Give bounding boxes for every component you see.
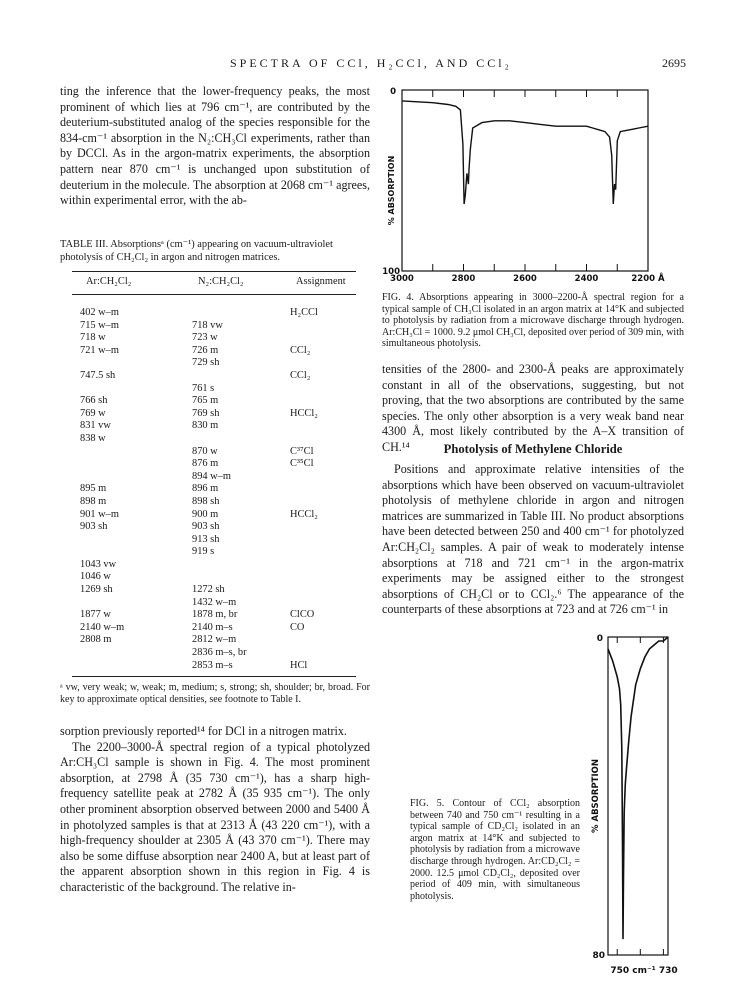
absorption-table — [72, 307, 356, 672]
cell-ar-matrix: 2808 m — [80, 634, 112, 646]
table-caption: TABLE III. Absorptionsᵃ (cm⁻¹) appearing on vacuum-ultraviolet photolysis of CH₂Cl₂ in argon and nitrogen matrices. — [60, 239, 333, 263]
cell-assignment: C³⁷Cl — [290, 445, 314, 457]
cell-ar-matrix — [72, 660, 192, 673]
cell-n2-matrix: 2836 m–s, br — [192, 647, 247, 659]
cell-ar-matrix — [72, 357, 192, 370]
cell-ar-matrix: 715 w–m — [80, 319, 119, 331]
cell-assignment — [290, 634, 356, 647]
cell-assignment — [290, 395, 356, 408]
table-row — [72, 483, 356, 496]
y-axis-label: % ABSORPTION — [591, 759, 601, 833]
cell-ar-matrix — [72, 534, 192, 547]
cell-n2-matrix: 726 m — [192, 344, 219, 356]
cell-assignment: HCCl₂ — [290, 407, 318, 419]
cell-ar-matrix — [72, 471, 192, 484]
cell-ar-matrix: 831 vw — [80, 420, 111, 432]
table-row — [72, 534, 356, 547]
cell-assignment — [290, 647, 356, 660]
paragraph-text: tensities of the 2800- and 2300-Å peaks are approximately constant in all of the observations, suggesting, but not proving, that the two absorptions are contributed by the same species. The only other absorption is a very weak band near 4300 Å, most likely contributed by the A–X transition of CH.¹⁴ — [382, 362, 684, 454]
table-row — [72, 383, 356, 396]
plot-frame — [402, 90, 648, 271]
cell-n2-matrix: 723 w — [192, 332, 218, 344]
y-axis-label: % ABSORPTION — [387, 155, 396, 226]
table-row — [72, 660, 356, 673]
cell-assignment — [290, 597, 356, 610]
x-tick-label: 2400 — [574, 274, 599, 284]
cell-ar-matrix: 895 m — [80, 483, 107, 495]
cell-ar-matrix: 903 sh — [80, 521, 108, 533]
table-row — [72, 345, 356, 358]
cell-assignment — [290, 471, 356, 484]
cell-assignment — [290, 534, 356, 547]
body-paragraph-top — [60, 84, 370, 209]
table-row — [72, 433, 356, 446]
cell-n2-matrix: 718 vw — [192, 319, 223, 331]
cell-ar-matrix — [72, 546, 192, 559]
table-row — [72, 395, 356, 408]
table-row — [72, 370, 356, 383]
cell-n2-matrix: 765 m — [192, 395, 219, 407]
body-paragraph-bottom — [60, 724, 370, 896]
spectrum-line — [402, 101, 648, 204]
table-row — [72, 320, 356, 333]
figure-4-caption: FIG. 4. Absorptions appearing in 3000–2200-Å spectral region for a typical sample of CH₃Cl isolated in an argon matrix at 14°K and subjected to photolysis by radiation from a microwave discharge through hydrogen. Ar:CH₃Cl = 1000. 9.2 μmol CH₃Cl, deposited over period of 309 min, with simultaneous photolysis. — [382, 292, 684, 350]
cell-ar-matrix: 1269 sh — [80, 584, 113, 596]
cell-assignment: HCCl₂ — [290, 508, 318, 520]
y-tick-label: 0 — [390, 87, 396, 97]
table-header-row — [72, 276, 356, 289]
cell-n2-matrix: 870 w — [192, 445, 218, 457]
table-row — [72, 496, 356, 509]
table-row — [72, 509, 356, 522]
table-row — [72, 571, 356, 584]
body-paragraph-right-2 — [382, 462, 684, 618]
cell-assignment — [290, 496, 356, 509]
cell-assignment — [290, 420, 356, 433]
figure-5-caption: FIG. 5. Contour of CCl₂ absorption between 740 and 750 cm⁻¹ resulting in a typical sample of CD₂Cl₂ isolated in an argon matrix at 14°K and subjected to photolysis by radiation from a microwave discharge through hydrogen. Ar:CD₂Cl₂ = 2000. 12.5 μmol CD₂Cl₂, deposited over period of 409 min, with simultaneous photolysis. — [410, 798, 580, 902]
figure-4-chart — [382, 80, 672, 290]
cell-n2-matrix: 830 m — [192, 420, 219, 432]
page-header — [0, 56, 748, 76]
cell-ar-matrix: 898 m — [80, 495, 107, 507]
cell-n2-matrix: 894 w–m — [192, 470, 231, 482]
table-row — [72, 471, 356, 484]
cell-ar-matrix: 1877 w — [80, 609, 111, 621]
paragraph-text: sorption previously reported¹⁴ for DCl in a nitrogen matrix. — [60, 724, 347, 738]
cell-assignment — [290, 433, 356, 446]
table-bottom-rule — [72, 676, 356, 677]
x-tick-label: 2200 Å — [631, 274, 665, 284]
paragraph-text: ting the inference that the lower-frequency peaks, the most prominent of which lies at 796 cm⁻¹, are contributed by the deuterium-substituted analog of the species responsible for the 834-cm⁻¹ absorption in the N₂:CH₃Cl experiments, rather than by DCCl. As in the argon-matrix experiments, the absorption pattern near 870 cm⁻¹ is unchanged upon substitution of deuterium in the molecule. The absorption at 2068 cm⁻¹ agrees, within experimental error, with the ab- — [60, 84, 370, 208]
table-row — [72, 307, 356, 320]
cell-n2-matrix: 729 sh — [192, 357, 220, 369]
cell-ar-matrix: 747.5 sh — [80, 369, 116, 381]
table-top-rule — [72, 271, 356, 272]
cell-n2-matrix: 2853 m–s — [192, 659, 233, 671]
cell-n2-matrix: 913 sh — [192, 533, 220, 545]
section-heading: Photolysis of Methylene Chloride — [443, 442, 623, 456]
figure-5-chart — [586, 625, 696, 980]
cell-ar-matrix: 2140 w–m — [80, 621, 125, 633]
paragraph-text: Positions and approximate relative intensities of the absorptions which have been observed on vacuum-ultraviolet photolysis of methylene chloride in argon and nitrogen matrices are summarized in Table III. No product absorptions have been detected between 250 and 400 cm⁻¹ for photolyzed Ar:CH₂Cl₂ samples. A pair of weak to moderately intense absorptions at 718 and 721 cm⁻¹ in the argon-matrix experiments may be assigned either to the strongest absorptions of CH₂Cl or to CCl₂.⁶ The appearance of the counterparts of these absorptions at 723 and at 726 cm⁻¹ in — [382, 462, 684, 617]
cell-n2-matrix — [192, 433, 290, 446]
table-row — [72, 446, 356, 459]
table-row — [72, 584, 356, 597]
column-header-assignment: Assignment — [296, 276, 346, 287]
table-row — [72, 609, 356, 622]
running-title: SPECTRA OF CCl, H₂CCl, AND CCl₂ — [230, 56, 512, 70]
cell-n2-matrix: 2812 w–m — [192, 634, 237, 646]
cell-assignment: ClCO — [290, 609, 315, 621]
x-tick-label: 2600 — [513, 274, 537, 284]
cell-n2-matrix: 1272 sh — [192, 584, 225, 596]
cell-assignment: C³⁵Cl — [290, 458, 314, 470]
cell-ar-matrix: 1043 vw — [80, 558, 117, 570]
y-tick-label: 80 — [592, 951, 605, 961]
page-number: 2695 — [662, 56, 686, 70]
table-footnote: ᵃ vw, very weak; w, weak; m, medium; s, strong; sh, shoulder; br, broad. For key to approximate optical densities, see footnote to Table I. — [60, 682, 370, 705]
cell-assignment: CCl₂ — [290, 369, 311, 381]
cell-n2-matrix — [192, 559, 290, 572]
cell-n2-matrix — [192, 370, 290, 383]
cell-assignment — [290, 521, 356, 534]
cell-n2-matrix: 761 s — [192, 382, 215, 394]
cell-n2-matrix — [192, 571, 290, 584]
column-header-ar: Ar:CH₂Cl₂ — [86, 276, 132, 287]
cell-ar-matrix: 901 w–m — [80, 508, 119, 520]
table-row — [72, 408, 356, 421]
x-axis-label: 750 cm⁻¹ 730 — [610, 966, 678, 976]
cell-assignment: CCl₂ — [290, 344, 311, 356]
table-row — [72, 521, 356, 534]
cell-assignment: H₂CCl — [290, 307, 318, 318]
cell-ar-matrix — [72, 597, 192, 610]
table-row — [72, 357, 356, 370]
cell-assignment: HCl — [290, 659, 308, 671]
paragraph-text: The 2200–3000-Å spectral region of a typical photolyzed Ar:CH₃Cl sample is shown in Fig. 4. The most prominent absorption, at 2798 Å (35 730 cm⁻¹), has a sharp high-frequency satellite peak at 2782 Å (35 935 cm⁻¹). The only other prominent absorption observed between 2000 and 5400 Å in photolyzed samples is that at 2313 Å (43 220 cm⁻¹), with a high-frequency shoulder at 2305 Å (43 370 cm⁻¹). There may also be some diffuse absorption near 2400 A, but at least part of the apparent absorption shown in this region in Fig. 4 is characteristic of the background. The relative in- — [60, 739, 370, 894]
cell-n2-matrix: 1878 m, br — [192, 609, 238, 621]
cell-assignment — [290, 332, 356, 345]
table-row — [72, 546, 356, 559]
table-row — [72, 622, 356, 635]
x-tick-label: 3000 — [390, 274, 414, 284]
table-header-rule — [72, 294, 356, 295]
cell-ar-matrix: 766 sh — [80, 395, 108, 407]
cell-n2-matrix: 896 m — [192, 483, 219, 495]
cell-n2-matrix: 900 m — [192, 508, 219, 520]
cell-ar-matrix — [72, 458, 192, 471]
table-row — [72, 559, 356, 572]
cell-n2-matrix: 1432 w–m — [192, 596, 237, 608]
plot-frame — [608, 637, 668, 955]
cell-assignment — [290, 571, 356, 584]
x-tick-label: 2800 — [451, 274, 476, 284]
table-row — [72, 634, 356, 647]
contour-line — [608, 637, 668, 939]
cell-ar-matrix: 402 w–m — [80, 307, 119, 318]
cell-n2-matrix — [192, 307, 290, 320]
cell-ar-matrix — [72, 383, 192, 396]
cell-assignment — [290, 383, 356, 396]
data-table — [72, 307, 356, 672]
cell-ar-matrix: 838 w — [80, 432, 106, 444]
cell-assignment — [290, 559, 356, 572]
cell-ar-matrix — [72, 446, 192, 459]
cell-ar-matrix: 721 w–m — [80, 344, 119, 356]
cell-n2-matrix: 876 m — [192, 458, 219, 470]
cell-assignment — [290, 483, 356, 496]
table-row — [72, 647, 356, 660]
cell-assignment: CO — [290, 621, 305, 633]
cell-ar-matrix: 1046 w — [80, 571, 111, 583]
cell-n2-matrix: 919 s — [192, 546, 215, 558]
y-tick-label: 100 — [382, 267, 400, 277]
cell-n2-matrix: 903 sh — [192, 521, 220, 533]
cell-ar-matrix: 718 w — [80, 332, 106, 344]
cell-n2-matrix: 898 sh — [192, 495, 220, 507]
cell-assignment — [290, 584, 356, 597]
cell-n2-matrix: 2140 m–s — [192, 621, 233, 633]
table-header — [72, 276, 356, 289]
table-row — [72, 420, 356, 433]
table-row — [72, 458, 356, 471]
table-row — [72, 597, 356, 610]
table-row — [72, 332, 356, 345]
cell-assignment — [290, 320, 356, 333]
column-header-n2: N₂:CH₂Cl₂ — [198, 276, 244, 287]
y-tick-label: 0 — [596, 634, 603, 644]
cell-assignment — [290, 546, 356, 559]
cell-ar-matrix: 769 w — [80, 407, 106, 419]
cell-n2-matrix: 769 sh — [192, 407, 220, 419]
cell-ar-matrix — [72, 647, 192, 660]
cell-assignment — [290, 357, 356, 370]
